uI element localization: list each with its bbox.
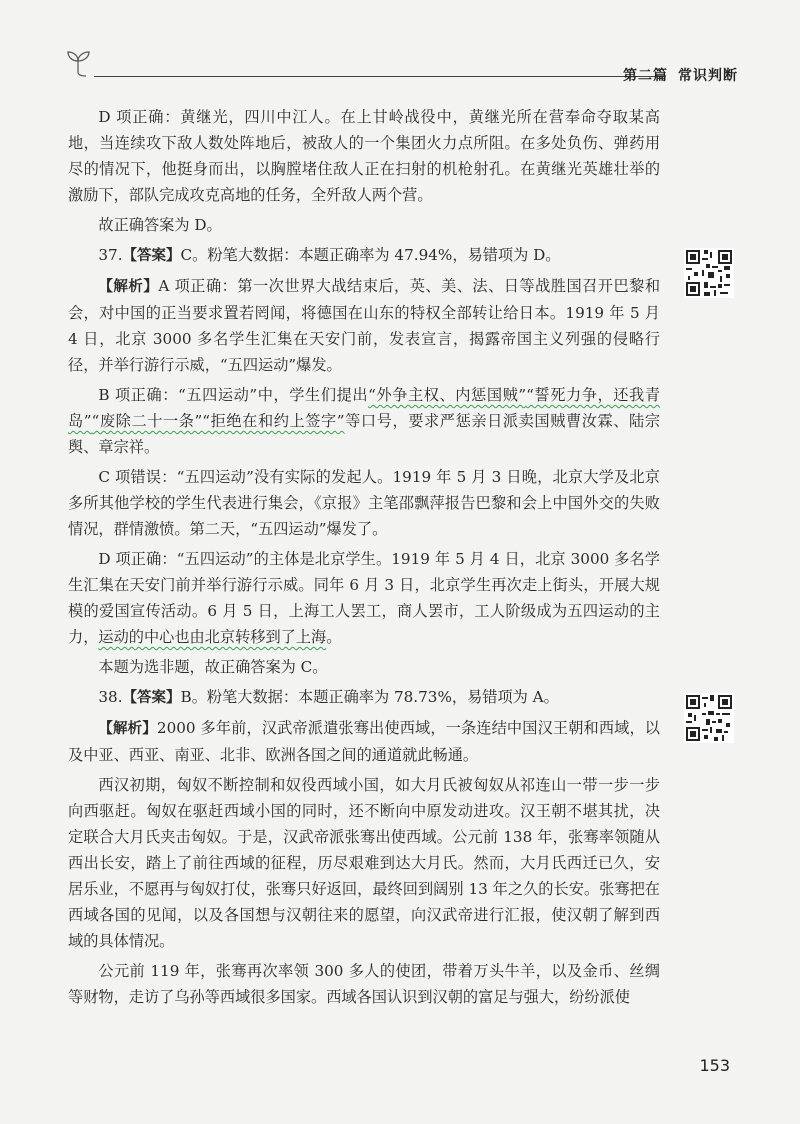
- question-38-number: 38.: [98, 688, 123, 706]
- question-38-answer: [68, 684, 660, 711]
- paragraph-d-option: [68, 546, 660, 650]
- underlined-slogan-3: “废除二十一条”“拒绝在和约上签字”: [91, 412, 345, 430]
- question-37-answer-text: C。粉笔大数据：本题正确率为 47.94%，易错项为 D。: [180, 246, 561, 264]
- underlined-movement-center: 运动的中心也由北京转移到了上海: [98, 628, 327, 646]
- page-header: [60, 48, 740, 88]
- paragraph-xihan: 西汉初期，匈奴不断控制和奴役西域小国，如大月氏被匈奴从祁连山一带一步一步向西驱赶。匈奴在驱赶西域小国的同时，还不断向中原发动进攻。汉王朝不堪其扰，决定联合大月氏夹击匈奴。于是，汉武帝派张骞出使西域。公元前 138 年，张骞率领随从西出长安，踏上了前往西域的征程，历尽艰难到达大月氏。然而，大月氏西迁已久，安居乐业，不愿再与匈奴打仗，张骞只好返回，最终回到阔别 13 年之久的长安。张骞把在西域各国的见闻，以及各国想与汉朝往来的愿望，向汉武帝进行汇报，使汉朝了解到西域的具体情况。: [68, 776, 660, 950]
- b-option-tail: 等口号，要求严惩亲日派卖国贼曹汝霖、陆宗舆、章宗祥。: [68, 412, 661, 456]
- question-37-conclusion: 本题为选非题，故正确答案为 C。: [98, 658, 328, 676]
- b-option-text: B 项正确：“五四运动”中，学生们提出: [98, 386, 369, 404]
- qr-code-icon[interactable]: [684, 693, 734, 743]
- question-37-answer: [68, 242, 660, 269]
- question-38-analysis: [68, 715, 660, 768]
- paragraph-answer-d: 故正确答案为 D。: [98, 216, 222, 234]
- d-option-text: D 项正确：“五四运动”的主体是北京学生。1919 年 5 月 4 日，北京 3000 多名学生汇集在天安门前并举行游行示威。同年 6 月 3 日，北京学生再次走上街头，开展大规模的爱国宣传活动。6 月 5 日，上海工人罢工，商人罢市，工人阶级成为五四运动的主力，: [68, 550, 660, 646]
- analysis-tag: 【解析】: [98, 721, 157, 737]
- paragraph-b-option: [68, 382, 660, 460]
- header-title: [623, 65, 738, 85]
- underlined-slogan-1: “外争主权、内惩国贼”: [368, 386, 527, 404]
- question-37-analysis: [68, 273, 660, 378]
- answer-tag: 【答案】: [122, 248, 181, 264]
- question-38-answer-text: B。粉笔大数据：本题正确率为 78.73%，易错项为 A。: [180, 688, 559, 706]
- page-number: 153: [699, 1056, 730, 1075]
- underlined-slogan-2: “誓死力争，还我青岛”: [68, 386, 661, 430]
- leaf-icon: [64, 48, 94, 78]
- header-part: 第二篇: [623, 68, 668, 84]
- analysis-tag: 【解析】: [98, 279, 159, 295]
- paragraph-c-option: C 项错误：“五四运动”没有实际的发起人。1919 年 5 月 3 日晚，北京大学及北京多所其他学校的学生代表进行集会，《京报》主笔邵飘萍报告巴黎和会上中国外交的失败情况，群情激愤。第二天，“五四运动”爆发了。: [68, 468, 660, 538]
- paragraph-d-correct: D 项正确：黄继光，四川中江人。在上甘岭战役中，黄继光所在营奉命夺取某高地，当连续攻下敌人数处阵地后，被敌人的一个集团火力点所阻。在多处负伤、弹药用尽的情况下，他挺身而出，以胸膛堵住敌人正在扫射的机枪射孔。在黄继光英雄壮举的激励下，部队完成攻克高地的任务，全歼敌人两个营。: [68, 108, 660, 204]
- page-content: [68, 104, 660, 1010]
- header-section: 常识判断: [678, 68, 738, 84]
- answer-tag: 【答案】: [122, 690, 181, 706]
- question-37-analysis-text: A 项正确：第一次世界大战结束后，英、美、法、日等战胜国召开巴黎和会，对中国的正当要求置若罔闻，将德国在山东的特权全部转让给日本。1919 年 5 月 4 日，北京 3000 多名学生汇集在天安门前，发表宣言，揭露帝国主义列强的侵略行径，并举行游行示威，“五四运动”爆发。: [68, 277, 661, 374]
- paragraph-119bc: 公元前 119 年，张骞再次率领 300 多人的使团，带着万头牛羊，以及金币、丝绸等财物，走访了乌孙等西域很多国家。西域各国认识到汉朝的富足与强大，纷纷派使: [68, 962, 660, 1006]
- qr-code-icon[interactable]: [684, 248, 734, 298]
- question-38-analysis-text: 2000 多年前，汉武帝派遣张骞出使西域，一条连结中国汉王朝和西域，以及中亚、西亚、南亚、北非、欧洲各国之间的通道就此畅通。: [68, 719, 660, 764]
- d-option-end: 。: [326, 628, 342, 646]
- question-37-number: 37.: [98, 246, 123, 264]
- header-rule: [94, 76, 664, 77]
